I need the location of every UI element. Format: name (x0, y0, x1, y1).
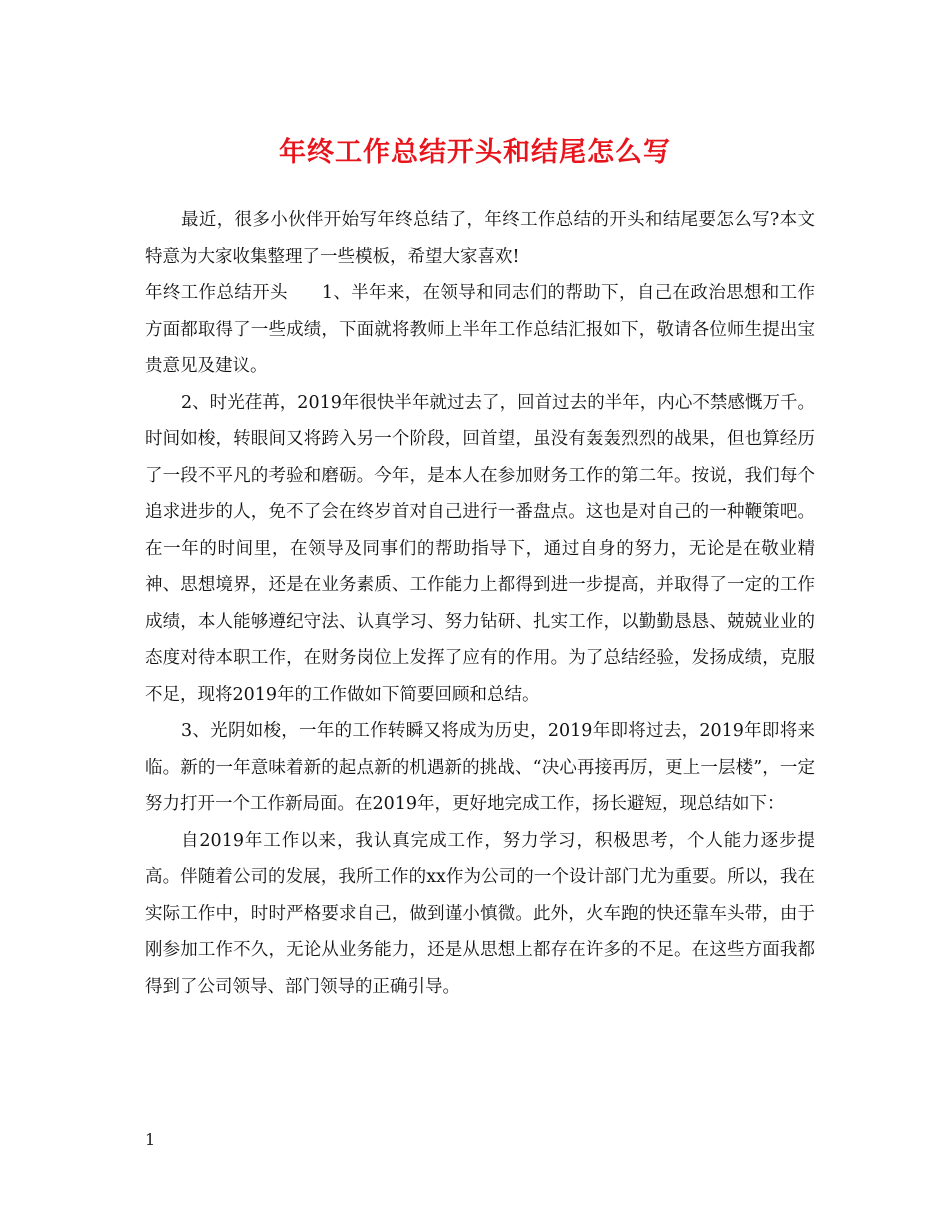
paragraph-3: 3、光阴如梭，一年的工作转瞬又将成为历史，2019年即将过去，2019年即将来临。新的一年意味着新的起点新的机遇新的挑战、“决心再接再厉，更上一层楼”，一定努力打开一个工作新局面。在2019年，更好地完成工作，扬长避短，现总结如下： (145, 721, 815, 814)
page-number: 1 (145, 1130, 156, 1149)
section-heading: 年终工作总结开头 (145, 283, 288, 303)
document-body (145, 202, 815, 1005)
section-first-paragraph (145, 275, 815, 385)
paragraph-2: 2、时光荏苒，2019年很快半年就过去了，回首过去的半年，内心不禁感慨万千。时间如梭，转眼间又将跨入另一个阶段，回首望，虽没有轰轰烈烈的战果，但也算经历了一段不平凡的考验和磨砺。今年，是本人在参加财务工作的第二年。按说，我们每个追求进步的人，免不了会在终岁首对自己进行一番盘点。这也是对自己的一种鞭策吧。在一年的时间里，在领导及同事们的帮助指导下，通过自身的努力，无论是在敬业精神、思想境界，还是在业务素质、工作能力上都得到进一步提高，并取得了一定的工作成绩，本人能够遵纪守法、认真学习、努力钻研、扎实工作，以勤勤恳恳、兢兢业业的态度对待本职工作，在财务岗位上发挥了应有的作用。为了总结经验，发扬成绩，克服不足，现将2019年的工作做如下简要回顾和总结。 (145, 392, 815, 705)
document-title: 年终工作总结开头和结尾怎么写 (279, 137, 671, 168)
paragraph-1: 1、半年来，在领导和同志们的帮助下，自己在政治思想和工作方面都取得了一些成绩，下面就将教师上半年工作总结汇报如下，敬请各位师生提出宝贵意见及建议。 (145, 283, 815, 376)
paragraph-4: 自2019年工作以来，我认真完成工作，努力学习，积极思考，个人能力逐步提高。伴随着公司的发展，我所工作的xx作为公司的一个设计部门尤为重要。所以，我在实际工作中，时时严格要求自己，做到谨小慎微。此外，火车跑的快还靠车头带，由于刚参加工作不久，无论从业务能力，还是从思想上都存在许多的不足。在这些方面我都得到了公司领导、部门领导的正确引导。 (145, 830, 815, 997)
intro-paragraph: 最近，很多小伙伴开始写年终总结了，年终工作总结的开头和结尾要怎么写?本文特意为大家收集整理了一些模板，希望大家喜欢! (145, 210, 815, 267)
